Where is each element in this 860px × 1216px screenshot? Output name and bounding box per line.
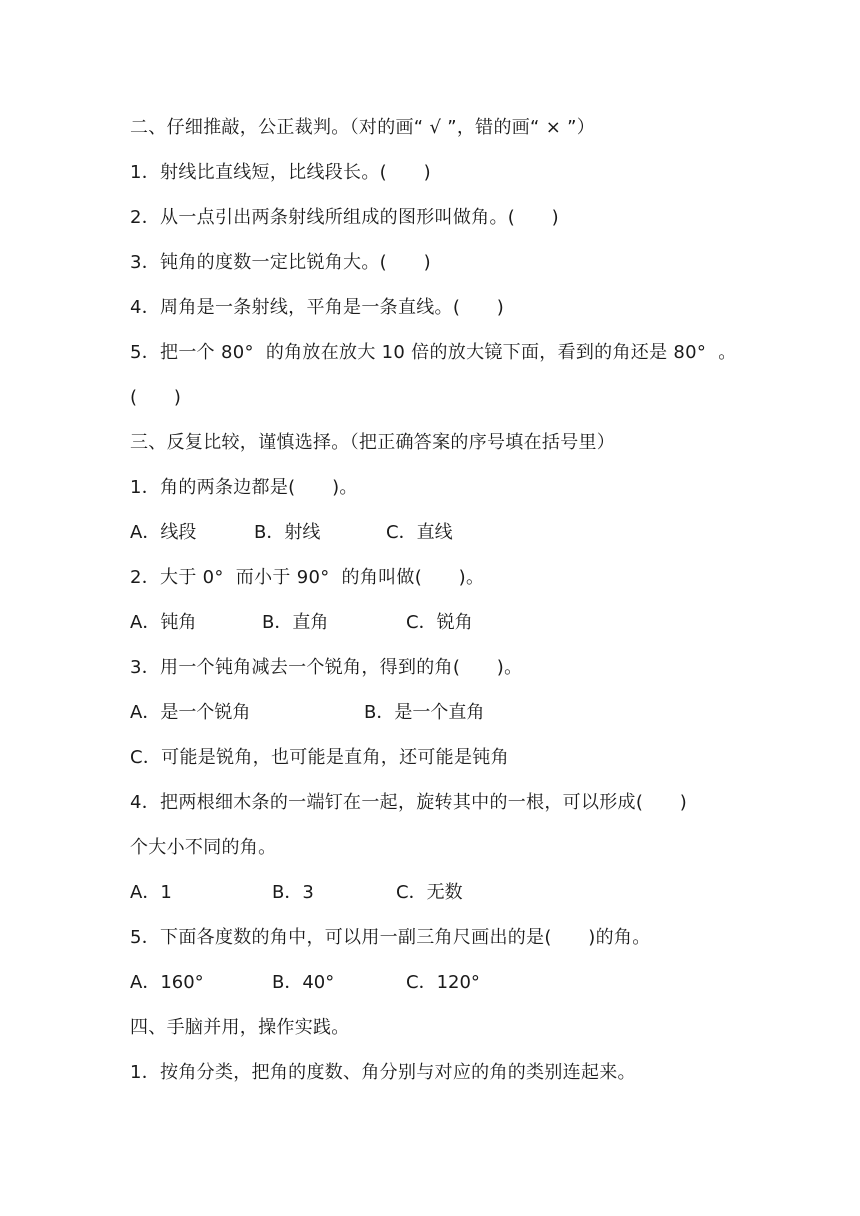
option-b: B．射线 <box>254 522 321 543</box>
section-heading-choice: 三、反复比较，谨慎选择。（把正确答案的序号填在括号里） <box>130 432 616 453</box>
option-c: C．可能是锐角，也可能是直角，还可能是钝角 <box>130 747 509 768</box>
option-a: A．160° <box>130 972 204 993</box>
section-heading-judgement: 二、仔细推敲，公正裁判。（对的画“ √ ”，错的画“ × ”） <box>130 117 596 138</box>
choice-question-5: 5．下面各度数的角中，可以用一副三角尺画出的是( )的角。 <box>130 927 651 948</box>
choice-question-3: 3．用一个钝角减去一个锐角，得到的角( )。 <box>130 657 523 678</box>
option-c: C．锐角 <box>406 612 473 633</box>
judgement-item-4: 4．周角是一条射线，平角是一条直线。( ) <box>130 297 505 318</box>
choice-question-2: 2．大于 0° 而小于 90° 的角叫做( )。 <box>130 567 485 588</box>
option-a: A．钝角 <box>130 612 197 633</box>
section-heading-practice: 四、手脑并用，操作实践。 <box>130 1017 350 1038</box>
option-c: C．无数 <box>396 882 463 903</box>
option-c: C．直线 <box>386 522 453 543</box>
option-b: B．直角 <box>262 612 329 633</box>
option-a: A．线段 <box>130 522 197 543</box>
option-a: A．是一个锐角 <box>130 702 251 723</box>
option-b: B．是一个直角 <box>364 702 485 723</box>
choice-question-4: 4．把两根细木条的一端钉在一起，旋转其中的一根，可以形成( ) <box>130 792 688 813</box>
choice-question-4-cont: 个大小不同的角。 <box>130 837 277 858</box>
judgement-item-2: 2．从一点引出两条射线所组成的图形叫做角。( ) <box>130 207 559 228</box>
judgement-item-3: 3．钝角的度数一定比锐角大。( ) <box>130 252 431 273</box>
judgement-item-5: 5．把一个 80° 的角放在放大 10 倍的放大镜下面，看到的角还是 80° 。 <box>130 342 737 363</box>
judgement-item-1: 1．射线比直线短，比线段长。( ) <box>130 162 431 183</box>
judgement-item-5-blank: ( ) <box>130 387 182 408</box>
choice-question-1: 1．角的两条边都是( )。 <box>130 477 358 498</box>
option-b: B．40° <box>272 972 335 993</box>
practice-item-1: 1．按角分类，把角的度数、角分别与对应的角的类别连起来。 <box>130 1062 636 1083</box>
option-c: C．120° <box>406 972 480 993</box>
option-b: B．3 <box>272 882 314 903</box>
option-a: A．1 <box>130 882 172 903</box>
